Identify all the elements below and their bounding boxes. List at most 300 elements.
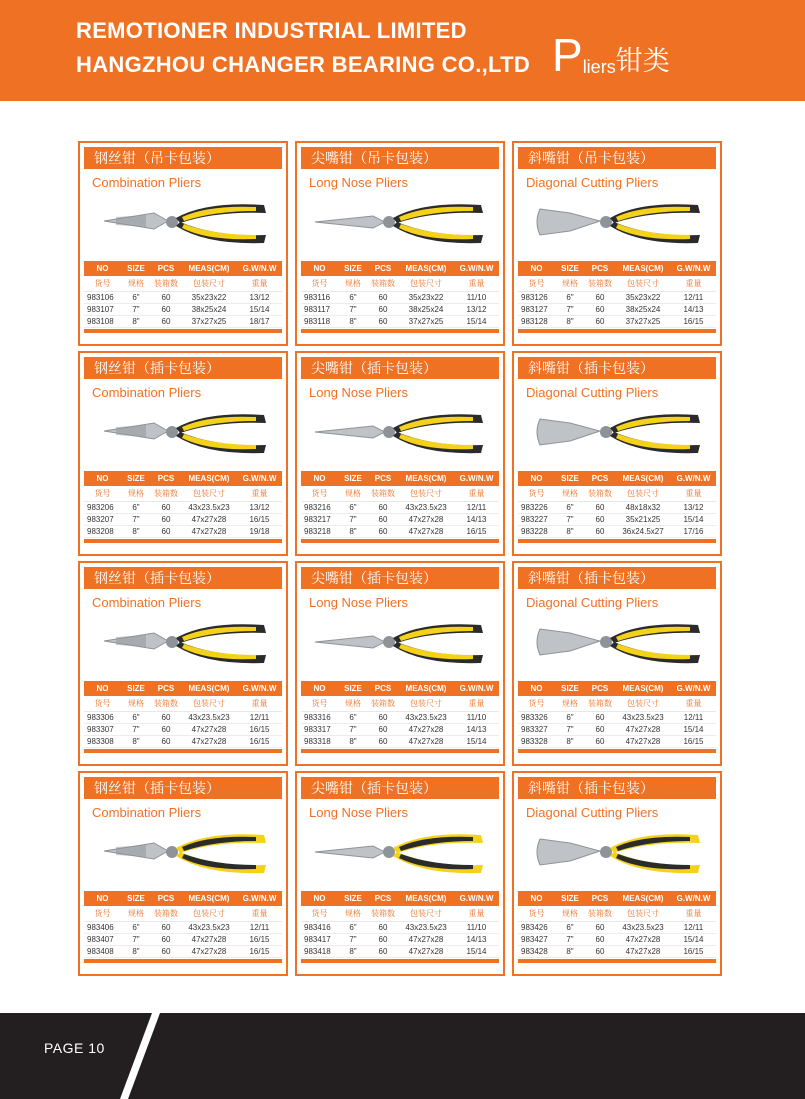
item-weight: 14/13 (683, 305, 704, 314)
item-meas: 47x27x28 (408, 527, 444, 536)
item-number: 983128 (521, 317, 548, 326)
spec-cn-header-cell: 规格 (345, 909, 361, 918)
spec-cn-header-cell: 装箱数 (588, 909, 612, 918)
item-number: 983218 (304, 527, 331, 536)
item-number: 983216 (304, 503, 331, 512)
item-meas: 47x27x28 (191, 515, 227, 524)
spec-header-cell: G.W/N.W (459, 684, 494, 693)
item-pcs: 60 (378, 293, 388, 302)
spec-row (518, 934, 716, 946)
card-title-en: Diagonal Cutting Pliers (526, 595, 659, 610)
spec-table (84, 471, 282, 543)
spec-cn-header-cell: 重量 (251, 279, 268, 288)
item-pcs: 60 (161, 923, 171, 932)
item-meas: 43x23.5x23 (405, 923, 447, 932)
spec-header-row (518, 681, 716, 696)
spec-row (301, 502, 499, 514)
spec-header-cell: NO (530, 264, 543, 273)
spec-header-cell: MEAS(CM) (188, 474, 230, 483)
item-size: 6" (566, 923, 574, 932)
item-weight: 15/14 (683, 935, 704, 944)
spec-header-row (518, 261, 716, 276)
item-meas: 47x27x28 (625, 947, 661, 956)
item-number: 983316 (304, 713, 331, 722)
item-weight: 13/12 (249, 293, 270, 302)
item-meas: 48x18x32 (625, 503, 661, 512)
spec-cn-header-row (518, 696, 716, 712)
spec-cn-header-cell: 重量 (251, 909, 268, 918)
pliers-image (96, 611, 272, 677)
item-number: 983407 (87, 935, 114, 944)
item-weight: 12/11 (466, 503, 487, 512)
item-weight: 13/12 (683, 503, 704, 512)
item-size: 8" (132, 947, 140, 956)
item-weight: 16/15 (466, 527, 487, 536)
spec-cn-header-cell: 规格 (345, 279, 361, 288)
item-meas: 47x27x28 (408, 737, 444, 746)
card-title-en: Combination Pliers (92, 595, 202, 610)
spec-row (301, 304, 499, 316)
item-number: 983217 (304, 515, 331, 524)
item-number: 983308 (87, 737, 114, 746)
item-size: 6" (349, 923, 357, 932)
item-size: 8" (349, 527, 357, 536)
item-meas: 43x23.5x23 (405, 713, 447, 722)
spec-cn-header-cell: 规格 (128, 909, 144, 918)
item-weight: 14/13 (466, 725, 487, 734)
item-meas: 43x23.5x23 (188, 923, 230, 932)
item-number: 983118 (304, 317, 331, 326)
item-pcs: 60 (595, 515, 605, 524)
spec-header-cell: PCS (157, 894, 175, 903)
spec-cn-header-row (518, 906, 716, 922)
spec-cn-header-cell: 装箱数 (371, 699, 395, 708)
item-number: 983328 (521, 737, 548, 746)
product-card (512, 561, 722, 766)
spec-header-cell: PCS (157, 684, 175, 693)
pliers-image (313, 401, 489, 467)
spec-header-cell: NO (96, 474, 109, 483)
item-size: 8" (132, 527, 140, 536)
item-size: 7" (132, 515, 140, 524)
card-title-en: Diagonal Cutting Pliers (526, 805, 659, 820)
spec-table-underline (301, 959, 499, 963)
spec-cn-header-cell: 货号 (311, 489, 328, 498)
spec-header-cell: SIZE (561, 894, 579, 903)
item-pcs: 60 (161, 725, 171, 734)
spec-header-row (518, 891, 716, 906)
item-pcs: 60 (161, 527, 171, 536)
spec-row (518, 292, 716, 304)
card-title-cn: 斜嘴钳（插卡包装） (518, 777, 716, 799)
spec-cn-header-cell: 包装尺寸 (410, 909, 442, 918)
card-title-cn: 尖嘴钳（插卡包装） (301, 357, 499, 379)
item-weight: 16/15 (683, 317, 704, 326)
item-number: 983317 (304, 725, 331, 734)
spec-table-underline (301, 749, 499, 753)
spec-cn-header-row (301, 696, 499, 712)
item-weight: 13/12 (466, 305, 487, 314)
spec-cn-header-row (84, 906, 282, 922)
item-meas: 43x23.5x23 (188, 503, 230, 512)
spec-table (518, 261, 716, 333)
spec-header-cell: NO (96, 894, 109, 903)
spec-row (84, 304, 282, 316)
spec-row (84, 526, 282, 538)
spec-table-underline (84, 749, 282, 753)
spec-cn-header-cell: 包装尺寸 (410, 699, 442, 708)
spec-row (301, 526, 499, 538)
item-size: 8" (349, 317, 357, 326)
item-meas: 35x21x25 (625, 515, 661, 524)
item-meas: 35x23x22 (191, 293, 227, 302)
spec-header-cell: SIZE (561, 684, 579, 693)
spec-header-cell: SIZE (561, 264, 579, 273)
spec-row (301, 724, 499, 736)
product-card (512, 771, 722, 976)
card-title-cn: 尖嘴钳（插卡包装） (301, 777, 499, 799)
spec-cn-header-row (518, 486, 716, 502)
item-meas: 38x25x24 (408, 305, 444, 314)
item-pcs: 60 (595, 293, 605, 302)
spec-cn-header-row (301, 906, 499, 922)
item-number: 983418 (304, 947, 331, 956)
spec-cn-header-cell: 货号 (528, 699, 545, 708)
item-pcs: 60 (595, 935, 605, 944)
spec-cn-header-cell: 重量 (685, 489, 702, 498)
spec-header-cell: PCS (157, 264, 175, 273)
item-number: 983426 (521, 923, 548, 932)
spec-cn-header-cell: 装箱数 (588, 489, 612, 498)
item-meas: 47x27x28 (408, 947, 444, 956)
spec-header-row (84, 261, 282, 276)
spec-header-cell: MEAS(CM) (622, 894, 664, 903)
item-pcs: 60 (378, 515, 388, 524)
spec-header-cell: PCS (591, 264, 609, 273)
spec-header-cell: PCS (591, 474, 609, 483)
spec-header-cell: G.W/N.W (676, 684, 711, 693)
spec-cn-header-cell: 重量 (468, 699, 485, 708)
spec-cn-header-cell: 包装尺寸 (410, 279, 442, 288)
item-number: 983116 (304, 293, 331, 302)
product-card (78, 771, 288, 976)
pliers-image (313, 611, 489, 677)
spec-header-cell: NO (313, 474, 326, 483)
spec-header-row (301, 471, 499, 486)
page-header (0, 0, 805, 101)
item-meas: 38x25x24 (191, 305, 227, 314)
spec-row (301, 736, 499, 748)
item-meas: 47x27x28 (408, 725, 444, 734)
item-size: 6" (349, 293, 357, 302)
spec-header-cell: NO (96, 684, 109, 693)
item-size: 6" (132, 503, 140, 512)
spec-row (301, 316, 499, 328)
item-number: 983117 (304, 305, 331, 314)
company-name-line1: REMOTIONER INDUSTRIAL LIMITED (76, 18, 467, 43)
spec-header-cell: NO (313, 684, 326, 693)
spec-cn-header-cell: 包装尺寸 (627, 699, 659, 708)
item-pcs: 60 (595, 947, 605, 956)
item-number: 983127 (521, 305, 548, 314)
spec-cn-header-cell: 规格 (562, 909, 578, 918)
category-cn: 钳类 (615, 46, 670, 76)
spec-header-cell: G.W/N.W (459, 894, 494, 903)
item-meas: 47x27x28 (625, 725, 661, 734)
spec-table-underline (301, 329, 499, 333)
card-title-en: Diagonal Cutting Pliers (526, 385, 659, 400)
item-weight: 11/10 (466, 293, 487, 302)
pliers-image (313, 191, 489, 257)
item-size: 8" (566, 527, 574, 536)
card-title-cn: 尖嘴钳（吊卡包装） (301, 147, 499, 169)
spec-header-cell: SIZE (344, 264, 362, 273)
card-title-cn: 钢丝钳（插卡包装） (84, 777, 282, 799)
spec-row (301, 712, 499, 724)
item-meas: 38x25x24 (625, 305, 661, 314)
item-weight: 16/15 (249, 935, 270, 944)
spec-header-row (84, 471, 282, 486)
item-pcs: 60 (161, 317, 171, 326)
spec-row (518, 736, 716, 748)
item-size: 7" (566, 515, 574, 524)
product-card (295, 771, 505, 976)
item-size: 7" (566, 725, 574, 734)
item-meas: 47x27x28 (191, 725, 227, 734)
spec-header-cell: NO (530, 474, 543, 483)
spec-cn-header-cell: 货号 (528, 489, 545, 498)
spec-table (301, 261, 499, 333)
spec-header-cell: SIZE (344, 894, 362, 903)
item-pcs: 60 (161, 713, 171, 722)
spec-cn-header-row (518, 276, 716, 292)
item-weight: 11/10 (466, 923, 487, 932)
spec-cn-header-cell: 装箱数 (154, 279, 178, 288)
spec-cn-header-row (301, 486, 499, 502)
spec-header-cell: G.W/N.W (242, 894, 277, 903)
spec-cn-header-cell: 装箱数 (588, 279, 612, 288)
item-size: 6" (349, 713, 357, 722)
spec-row (84, 712, 282, 724)
item-meas: 43x23.5x23 (405, 503, 447, 512)
spec-cn-header-cell: 装箱数 (154, 909, 178, 918)
item-size: 7" (349, 515, 357, 524)
spec-header-cell: PCS (157, 474, 175, 483)
spec-row (301, 292, 499, 304)
item-meas: 43x23.5x23 (622, 923, 664, 932)
item-size: 7" (349, 305, 357, 314)
spec-cn-header-cell: 规格 (562, 489, 578, 498)
spec-header-cell: MEAS(CM) (188, 264, 230, 273)
spec-row (518, 712, 716, 724)
item-size: 7" (566, 935, 574, 944)
item-size: 6" (132, 923, 140, 932)
item-size: 8" (132, 737, 140, 746)
spec-table (84, 681, 282, 753)
spec-header-cell: PCS (374, 684, 392, 693)
spec-cn-header-cell: 规格 (345, 699, 361, 708)
item-weight: 15/14 (466, 947, 487, 956)
spec-header-cell: SIZE (344, 474, 362, 483)
item-size: 7" (349, 725, 357, 734)
spec-cn-header-cell: 规格 (345, 489, 361, 498)
item-meas: 47x27x28 (625, 737, 661, 746)
item-pcs: 60 (378, 503, 388, 512)
spec-cn-header-cell: 重量 (251, 699, 268, 708)
card-title-cn: 斜嘴钳（插卡包装） (518, 567, 716, 589)
spec-cn-header-cell: 重量 (468, 279, 485, 288)
item-meas: 47x27x28 (625, 935, 661, 944)
item-pcs: 60 (161, 737, 171, 746)
item-size: 6" (132, 713, 140, 722)
item-number: 983318 (304, 737, 331, 746)
spec-table (84, 261, 282, 333)
item-number: 983107 (87, 305, 114, 314)
item-size: 8" (566, 737, 574, 746)
spec-header-cell: G.W/N.W (676, 264, 711, 273)
item-pcs: 60 (595, 737, 605, 746)
spec-header-row (301, 681, 499, 696)
item-pcs: 60 (378, 935, 388, 944)
item-pcs: 60 (595, 317, 605, 326)
product-card (512, 351, 722, 556)
spec-cn-header-cell: 规格 (128, 489, 144, 498)
spec-row (84, 292, 282, 304)
item-number: 983416 (304, 923, 331, 932)
item-size: 6" (566, 293, 574, 302)
product-card (78, 141, 288, 346)
item-size: 6" (566, 503, 574, 512)
spec-cn-header-cell: 装箱数 (154, 699, 178, 708)
spec-row (301, 922, 499, 934)
pliers-image (530, 821, 706, 887)
pliers-image (530, 191, 706, 257)
item-meas: 47x27x28 (408, 935, 444, 944)
spec-header-cell: SIZE (127, 894, 145, 903)
spec-header-cell: MEAS(CM) (622, 264, 664, 273)
item-pcs: 60 (161, 947, 171, 956)
item-weight: 19/18 (249, 527, 270, 536)
spec-header-cell: MEAS(CM) (405, 894, 447, 903)
page-number-label: PAGE 10 (44, 1040, 105, 1056)
spec-row (518, 514, 716, 526)
item-size: 7" (132, 305, 140, 314)
spec-cn-header-row (84, 696, 282, 712)
spec-table (518, 471, 716, 543)
item-size: 7" (132, 935, 140, 944)
item-weight: 12/11 (249, 713, 270, 722)
item-number: 983427 (521, 935, 548, 944)
spec-cn-header-row (301, 276, 499, 292)
pliers-image (530, 401, 706, 467)
spec-cn-header-cell: 规格 (128, 699, 144, 708)
category-rest: liers (582, 57, 616, 77)
item-pcs: 60 (378, 305, 388, 314)
product-card (295, 351, 505, 556)
spec-header-cell: MEAS(CM) (405, 264, 447, 273)
item-meas: 37x27x25 (191, 317, 227, 326)
item-size: 8" (566, 317, 574, 326)
spec-header-cell: MEAS(CM) (405, 474, 447, 483)
spec-header-cell: MEAS(CM) (405, 684, 447, 693)
spec-cn-header-cell: 货号 (311, 699, 328, 708)
pliers-image (96, 821, 272, 887)
company-name-line2: HANGZHOU CHANGER BEARING CO.,LTD (76, 52, 531, 77)
spec-header-cell: PCS (591, 894, 609, 903)
item-pcs: 60 (378, 317, 388, 326)
spec-table (301, 681, 499, 753)
spec-header-cell: PCS (374, 474, 392, 483)
item-weight: 15/14 (466, 317, 487, 326)
spec-row (84, 922, 282, 934)
spec-table-underline (518, 959, 716, 963)
card-title-en: Long Nose Pliers (309, 805, 408, 820)
item-weight: 16/15 (683, 737, 704, 746)
spec-cn-header-cell: 重量 (685, 279, 702, 288)
spec-table (518, 891, 716, 963)
item-pcs: 60 (595, 527, 605, 536)
item-weight: 12/11 (683, 293, 704, 302)
spec-header-cell: SIZE (127, 474, 145, 483)
spec-table-underline (301, 539, 499, 543)
item-weight: 16/15 (683, 947, 704, 956)
item-weight: 13/12 (249, 503, 270, 512)
spec-row (518, 316, 716, 328)
spec-table (301, 891, 499, 963)
item-meas: 37x27x25 (408, 317, 444, 326)
item-weight: 12/11 (249, 923, 270, 932)
item-number: 983126 (521, 293, 548, 302)
spec-row (518, 304, 716, 316)
item-weight: 16/15 (249, 515, 270, 524)
spec-header-cell: G.W/N.W (676, 894, 711, 903)
category-title (552, 29, 670, 81)
item-size: 8" (132, 317, 140, 326)
item-pcs: 60 (595, 503, 605, 512)
item-number: 983206 (87, 503, 114, 512)
item-weight: 11/10 (466, 713, 487, 722)
spec-cn-header-cell: 货号 (311, 909, 328, 918)
item-number: 983306 (87, 713, 114, 722)
product-card (512, 141, 722, 346)
card-title-cn: 钢丝钳（插卡包装） (84, 357, 282, 379)
spec-row (84, 724, 282, 736)
item-number: 983417 (304, 935, 331, 944)
spec-header-cell: NO (530, 684, 543, 693)
card-title-cn: 斜嘴钳（插卡包装） (518, 357, 716, 379)
item-pcs: 60 (595, 725, 605, 734)
card-title-en: Long Nose Pliers (309, 175, 408, 190)
spec-cn-header-cell: 包装尺寸 (193, 699, 225, 708)
item-number: 983326 (521, 713, 548, 722)
item-weight: 12/11 (683, 713, 704, 722)
spec-row (84, 502, 282, 514)
item-meas: 47x27x28 (191, 935, 227, 944)
item-meas: 47x27x28 (191, 527, 227, 536)
pliers-image (530, 611, 706, 677)
item-size: 8" (349, 737, 357, 746)
item-number: 983228 (521, 527, 548, 536)
item-size: 8" (566, 947, 574, 956)
spec-row (84, 736, 282, 748)
spec-cn-header-cell: 货号 (311, 279, 328, 288)
spec-row (518, 724, 716, 736)
item-size: 7" (566, 305, 574, 314)
item-meas: 43x23.5x23 (188, 713, 230, 722)
item-weight: 17/16 (683, 527, 704, 536)
item-size: 6" (132, 293, 140, 302)
item-number: 983108 (87, 317, 114, 326)
